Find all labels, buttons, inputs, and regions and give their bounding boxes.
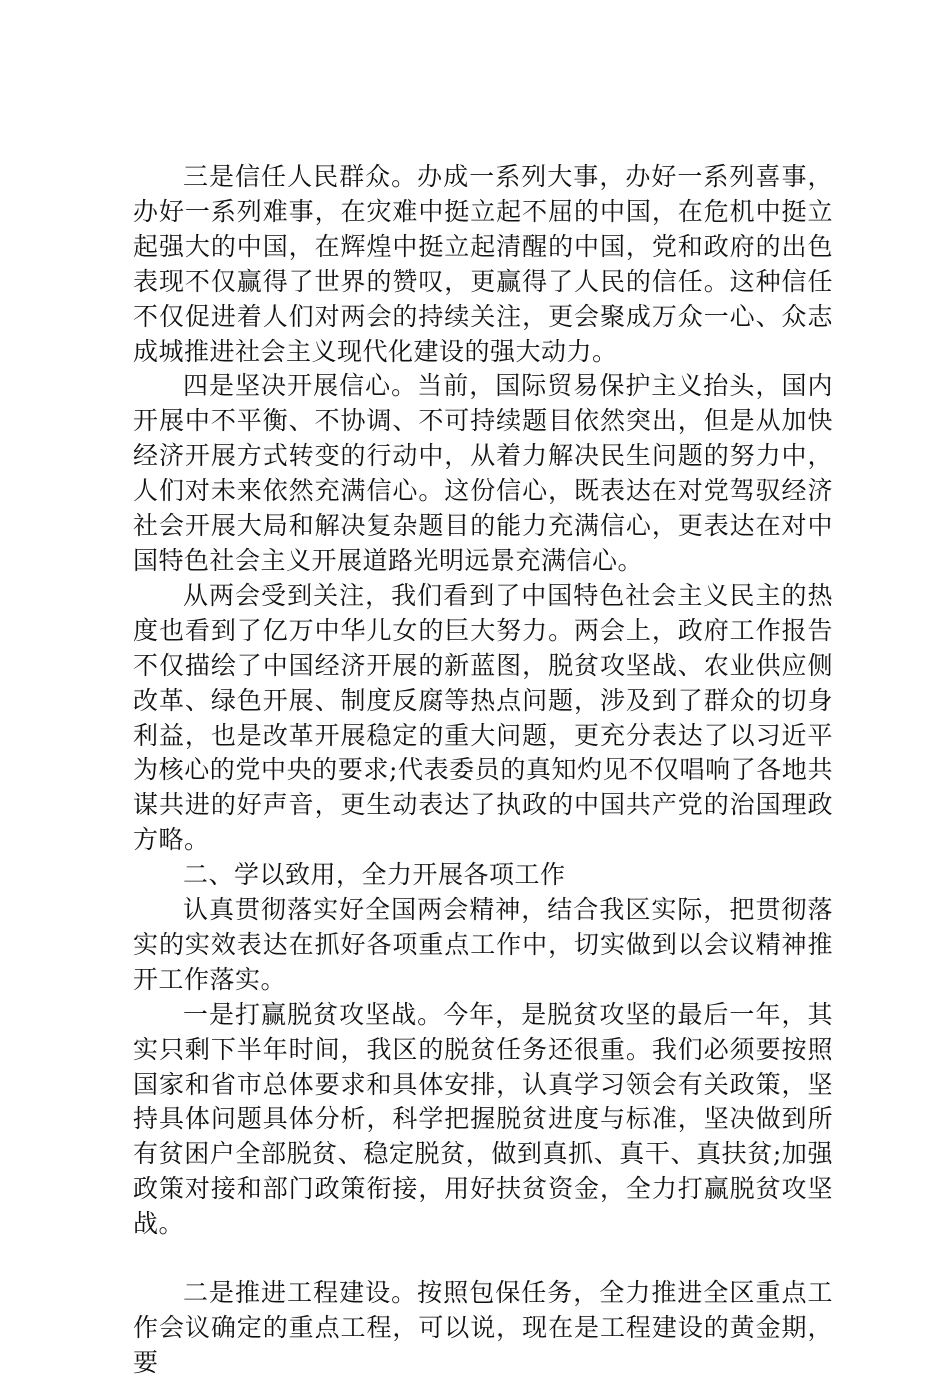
section-heading: 二、学以致用，全力开展各项工作 xyxy=(183,860,566,890)
document-body xyxy=(133,160,833,1381)
paragraph-poverty: 一是打赢脱贫攻坚战。今年，是脱贫攻坚的最后一年，其实只剩下半年时间，我区的脱贫任务还很重。我们必须要按照国家和省市总体要求和具体安排，认真学习领会有关政策，坚持具体问题具体分析，科学把握脱贫进度与标准，坚决做到所有贫困户全部脱贫、稳定脱贫，做到真抓、真干、真扶贫;加强政策对接和部门政策衔接，用好扶贫资金，全力打赢脱贫攻坚战。 xyxy=(133,999,833,1239)
paragraph-confidence: 四是坚决开展信心。当前，国际贸易保护主义抬头，国内开展中不平衡、不协调、不可持续题目依然突出，但是从加快经济开展方式转变的行动中，从着力解决民生问题的努力中，人们对未来依然充满信心。这份信心，既表达在对党驾驭经济社会开展大局和解决复杂题目的能力充满信心，更表达在对中国特色社会主义开展道路光明远景充满信心。 xyxy=(133,371,833,575)
paragraph-two-sessions: 从两会受到关注，我们看到了中国特色社会主义民主的热度也看到了亿万中华儿女的巨大努力。两会上，政府工作报告不仅描绘了中国经济开展的新蓝图，脱贫攻坚战、农业供应侧改革、绿色开展、制度反腐等热点问题，涉及到了群众的切身利益，也是改革开展稳定的重大问题，更充分表达了以习近平为核心的党中央的要求;代表委员的真知灼见不仅唱响了各地共谋共进的好声音，更生动表达了执政的中国共产党的治国理政方略。 xyxy=(133,580,833,855)
paragraph-gap xyxy=(133,1242,833,1276)
paragraph-trust-people: 三是信任人民群众。办成一系列大事，办好一系列喜事，办好一系列难事，在灾难中挺立起不屈的中国，在危机中挺立起强大的中国，在辉煌中挺立起清醒的中国，党和政府的出色表现不仅赢得了世界的赞叹，更赢得了人民的信任。这种信任不仅促进着人们对两会的持续关注，更会聚成万众一心、众志成城推进社会主义现代化建设的强大动力。 xyxy=(133,162,833,366)
paragraph-projects: 二是推进工程建设。按照包保任务，全力推进全区重点工作会议确定的重点工程，可以说，现在是工程建设的黄金期，要 xyxy=(133,1278,833,1377)
paragraph-implementation: 认真贯彻落实好全国两会精神，结合我区实际，把贯彻落实的实效表达在抓好各项重点工作中，切实做到以会议精神推开工作落实。 xyxy=(133,895,833,994)
